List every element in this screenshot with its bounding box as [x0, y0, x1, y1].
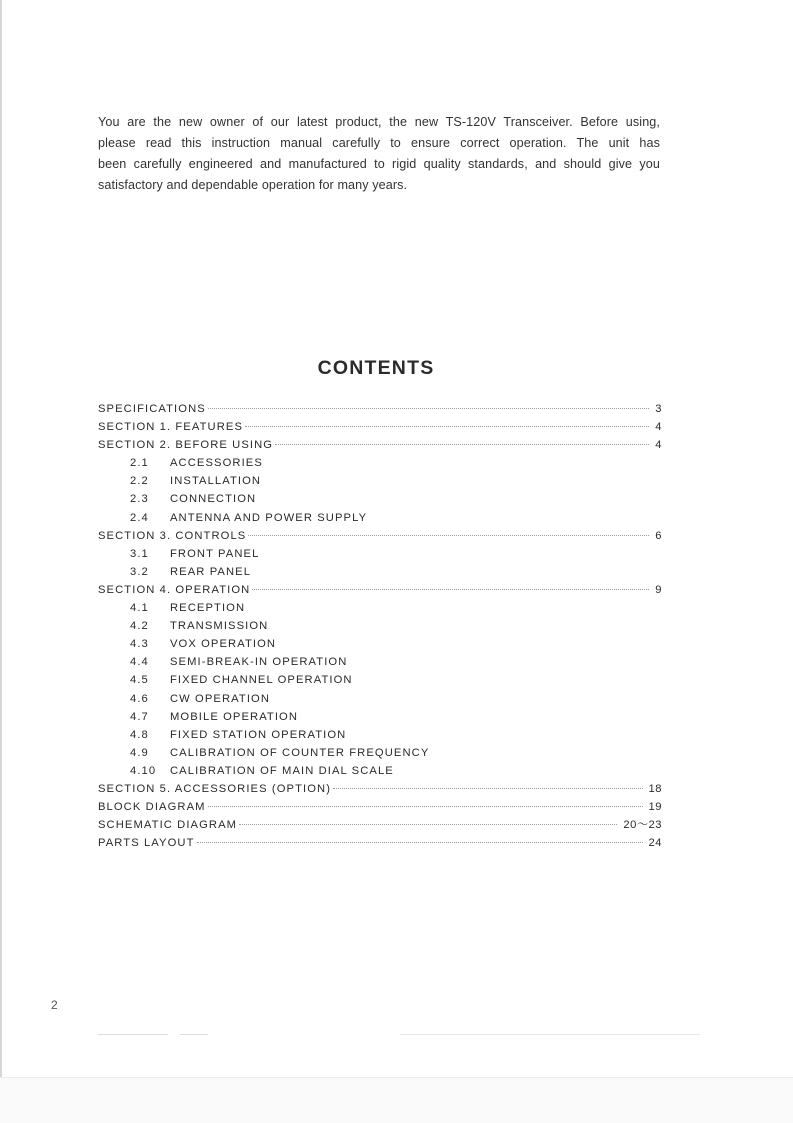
toc-entry-page: 20～23	[623, 819, 662, 832]
toc-entry-number: 4.4	[130, 656, 149, 669]
toc-subentry	[98, 690, 662, 708]
toc-entry-label: BLOCK DIAGRAM	[98, 801, 206, 814]
toc-subentry	[98, 617, 662, 635]
toc-entry-number: 4.9	[130, 746, 149, 759]
toc-entry-number: 2.3	[130, 493, 149, 506]
toc-entry	[98, 798, 662, 816]
scan-left-edge	[0, 0, 2, 1078]
toc-entry-label: FRONT PANEL	[170, 547, 260, 560]
table-of-contents	[98, 400, 662, 852]
toc-entry-label: SECTION 4. OPERATION	[98, 583, 251, 596]
toc-entry-label: SECTION 5. ACCESSORIES (OPTION)	[98, 782, 332, 795]
toc-entry-label: VOX OPERATION	[170, 638, 277, 651]
toc-entry-label: TRANSMISSION	[170, 620, 269, 633]
toc-dot-leader	[248, 535, 649, 536]
toc-entry-label: ANTENNA AND POWER SUPPLY	[170, 511, 368, 524]
page-number: 2	[51, 998, 58, 1012]
toc-subentry	[98, 599, 662, 617]
toc-dot-leader	[252, 589, 649, 590]
toc-subentry	[98, 671, 662, 689]
intro-paragraph	[98, 112, 660, 196]
toc-entry-label: SECTION 3. CONTROLS	[98, 529, 247, 542]
intro-line: satisfactory and dependable operation for many years.	[98, 178, 408, 192]
scan-artifact-line	[180, 1034, 208, 1035]
intro-line: been carefully engineered and manufactured to rigid quality standards, and should give you	[98, 157, 660, 171]
toc-entry-number: 4.7	[130, 710, 149, 723]
toc-entry	[98, 436, 662, 454]
scan-artifact-line	[98, 1034, 168, 1035]
toc-subentry	[98, 653, 662, 671]
toc-entry-number: 2.4	[130, 511, 149, 524]
toc-entry	[98, 834, 662, 852]
toc-entry-label: FIXED STATION OPERATION	[170, 728, 347, 741]
toc-entry-page: 3	[655, 403, 662, 415]
toc-entry-label: CW OPERATION	[170, 692, 271, 705]
toc-entry	[98, 816, 662, 834]
toc-entry-label: RECEPTION	[170, 602, 246, 615]
toc-entry-label: SEMI-BREAK-IN OPERATION	[170, 656, 348, 669]
toc-subentry	[98, 563, 662, 581]
toc-entry-label: SPECIFICATIONS	[98, 403, 206, 415]
toc-subentry	[98, 744, 662, 762]
toc-entry-label: REAR PANEL	[170, 565, 252, 578]
toc-entry-page: 9	[655, 583, 662, 596]
scan-artifact-line	[400, 1034, 700, 1035]
intro-line: You are the new owner of our latest product, the new TS-120V Transceiver. Before using,	[98, 115, 660, 129]
toc-entry-number: 2.1	[130, 457, 149, 470]
toc-entry-number: 4.6	[130, 692, 149, 705]
toc-entry	[98, 418, 662, 436]
toc-entry-number: 4.3	[130, 638, 149, 651]
toc-entry-label: CONNECTION	[170, 493, 257, 506]
toc-entry-label: FIXED CHANNEL OPERATION	[170, 674, 353, 687]
toc-entry-page: 18	[648, 782, 662, 795]
toc-entry	[98, 780, 662, 798]
toc-subentry	[98, 726, 662, 744]
toc-entry-number: 2.2	[130, 475, 149, 488]
toc-entry	[98, 527, 662, 545]
toc-entry-number: 3.1	[130, 547, 149, 560]
toc-entry	[98, 400, 662, 418]
toc-entry-label: CALIBRATION OF MAIN DIAL SCALE	[170, 764, 394, 777]
toc-subentry	[98, 490, 662, 508]
toc-entry-page: 24	[648, 837, 662, 850]
intro-line: please read this instruction manual carefully to ensure correct operation. The unit has	[98, 136, 660, 150]
toc-dot-leader	[239, 824, 617, 825]
toc-subentry	[98, 509, 662, 527]
toc-entry-label: MOBILE OPERATION	[170, 710, 299, 723]
toc-entry-label: CALIBRATION OF COUNTER FREQUENCY	[170, 746, 430, 759]
toc-entry-label: SECTION 1. FEATURES	[98, 421, 244, 434]
toc-entry-number: 4.10	[130, 764, 157, 777]
toc-subentry	[98, 635, 662, 653]
toc-dot-leader	[245, 426, 649, 427]
toc-entry-page: 4	[655, 439, 662, 452]
toc-dot-leader	[275, 444, 649, 445]
toc-entry-page: 4	[655, 421, 662, 434]
toc-dot-leader	[197, 842, 643, 843]
toc-entry-page: 6	[655, 529, 662, 542]
toc-entry-label: SCHEMATIC DIAGRAM	[98, 819, 238, 832]
toc-subentry	[98, 545, 662, 563]
toc-dot-leader	[208, 408, 649, 409]
toc-entry	[98, 581, 662, 599]
toc-entry-label: ACCESSORIES	[170, 457, 263, 470]
toc-dot-leader	[208, 806, 643, 807]
toc-subentry	[98, 472, 662, 490]
contents-title: CONTENTS	[317, 357, 435, 379]
toc-subentry	[98, 762, 662, 780]
toc-subentry	[98, 454, 662, 472]
toc-entry-number: 4.5	[130, 674, 149, 687]
toc-entry-label: SECTION 2. BEFORE USING	[98, 439, 274, 452]
toc-entry-number: 4.2	[130, 620, 149, 633]
toc-entry-number: 3.2	[130, 565, 149, 578]
scan-bottom-edge	[0, 1077, 793, 1123]
toc-dot-leader	[333, 788, 643, 789]
toc-subentry	[98, 708, 662, 726]
toc-entry-label: INSTALLATION	[170, 475, 262, 488]
toc-entry-label: PARTS LAYOUT	[98, 837, 195, 850]
toc-entry-number: 4.8	[130, 728, 149, 741]
toc-entry-number: 4.1	[130, 602, 149, 615]
toc-entry-page: 19	[648, 801, 662, 814]
